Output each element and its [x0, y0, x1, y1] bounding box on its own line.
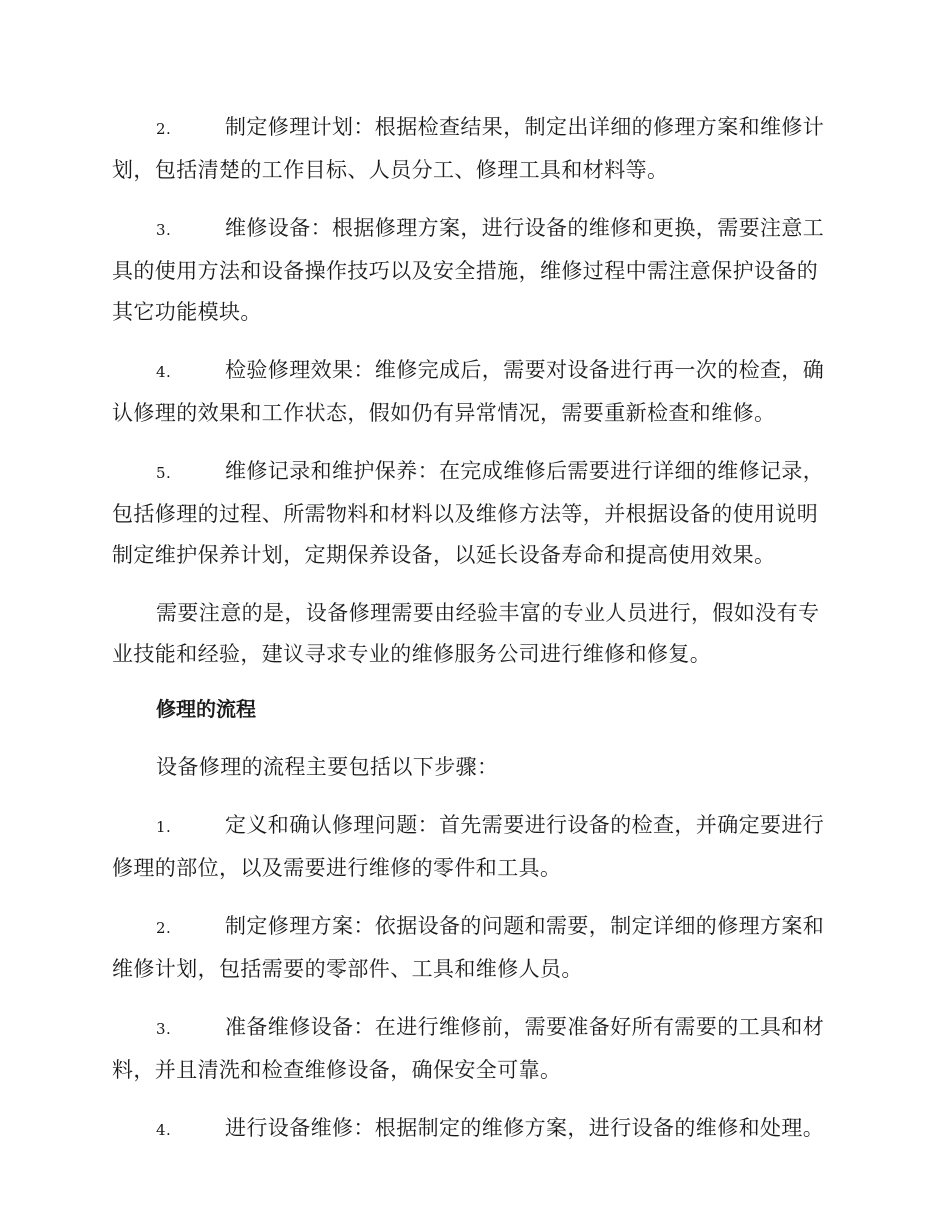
list-number: 3.: [156, 221, 172, 239]
list-item: [112, 805, 838, 889]
list-item-text: 准备维修设备：在进行维修前，需要准备好所有需要的工具和材料，并且清洗和检查维修设备，确保安全可靠。: [112, 1015, 825, 1082]
list-item: [112, 906, 838, 990]
note-paragraph: 需要注意的是，设备修理需要由经验丰富的专业人员进行，假如没有专业技能和经验，建议寻求专业的维修服务公司进行维修和修复。: [112, 601, 820, 666]
list-item: [112, 1108, 838, 1151]
list-number: 2.: [156, 120, 172, 138]
list-number: 4.: [156, 363, 172, 381]
list-number: 4.: [156, 1121, 172, 1139]
list-number: 5.: [156, 464, 172, 482]
list-item: [112, 208, 838, 333]
list-number: 1.: [156, 818, 172, 836]
list-item-text: 维修记录和维护保养：在完成维修后需要进行详细的维修记录，包括修理的过程、所需物料和材料以及维修方法等，并根据设备的使用说明制定维护保养计划，定期保养设备，以延长设备寿命和提高使用效果。: [112, 459, 825, 567]
list-item: [112, 1007, 838, 1091]
list-item-text: 检验修理效果：维修完成后，需要对设备进行再一次的检查，确认修理的效果和工作状态，假如仍有异常情况，需要重新检查和维修。: [112, 358, 825, 425]
list-number: 3.: [156, 1020, 172, 1038]
list-number: 2.: [156, 919, 172, 937]
list-item-text: 进行设备维修：根据制定的维修方案，进行设备的维修和处理。: [225, 1116, 825, 1140]
list-item-text: 维修设备：根据修理方案，进行设备的维修和更换，需要注意工具的使用方法和设备操作技巧以及安全措施，维修过程中需注意保护设备的其它功能模块。: [112, 216, 825, 324]
list-item-text: 制定修理计划：根据检查结果，制定出详细的修理方案和维修计划，包括清楚的工作目标、人员分工、修理工具和材料等。: [112, 115, 825, 182]
list-item: [112, 451, 838, 576]
section-heading: 修理的流程: [156, 697, 256, 721]
list-item: [112, 350, 838, 434]
list-item-text: 定义和确认修理问题：首先需要进行设备的检查，并确定要进行修理的部位，以及需要进行维修的零件和工具。: [112, 813, 825, 880]
intro-paragraph: 设备修理的流程主要包括以下步骤：: [156, 755, 499, 779]
list-item: [112, 107, 838, 191]
list-item-text: 制定修理方案：依据设备的问题和需要，制定详细的修理方案和维修计划，包括需要的零部件、工具和维修人员。: [112, 914, 825, 981]
